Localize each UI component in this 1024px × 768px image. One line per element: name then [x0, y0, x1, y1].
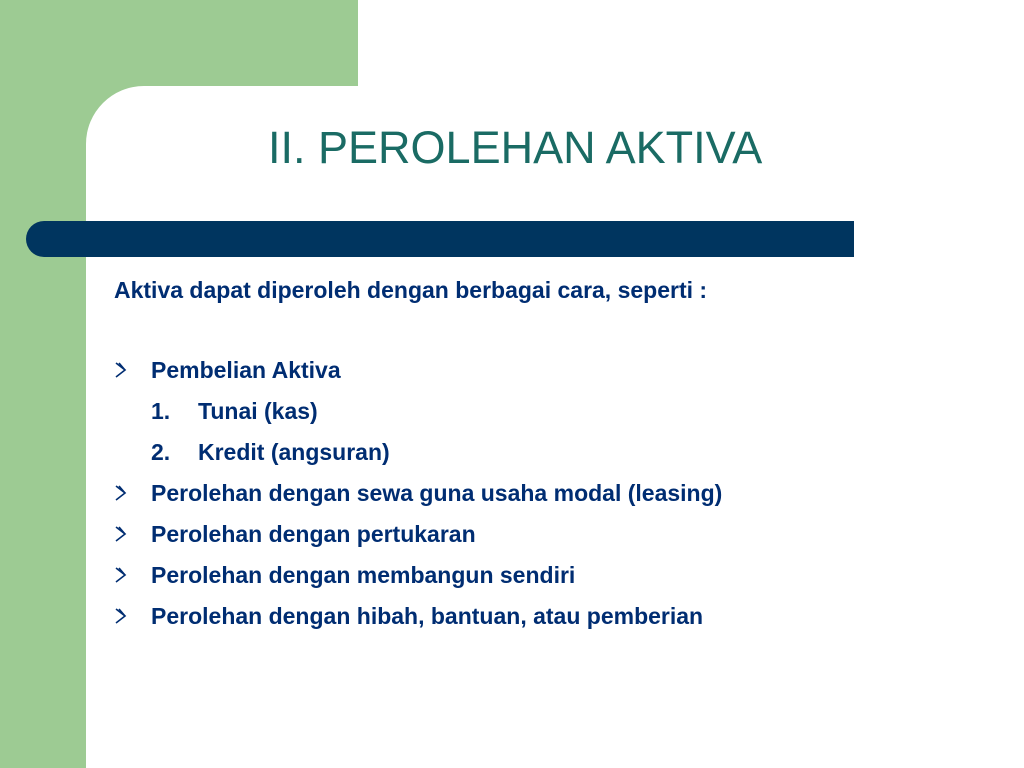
arrow-bullet-icon [114, 526, 128, 542]
list-item [114, 395, 722, 436]
list-item [114, 354, 722, 395]
arrow-bullet-icon [114, 608, 128, 624]
list-item [114, 518, 722, 559]
list-item [114, 436, 722, 477]
list-item [114, 600, 722, 641]
list-item-text: Perolehan dengan membangun sendiri [151, 562, 576, 588]
intro-text: Aktiva dapat diperoleh dengan berbagai cara, seperti : [114, 277, 708, 303]
arrow-bullet-icon [114, 485, 128, 501]
list-item-number: 1. [151, 398, 171, 424]
slide-title: II. PEROLEHAN AKTIVA [268, 122, 763, 173]
list-item-text: Kredit (angsuran) [198, 439, 390, 465]
title-bar [26, 221, 854, 257]
bullet-list [114, 354, 722, 641]
list-item-text: Perolehan dengan hibah, bantuan, atau pemberian [151, 603, 704, 629]
list-item-number: 2. [151, 439, 171, 465]
list-item-text: Pembelian Aktiva [151, 357, 341, 383]
list-item [114, 477, 722, 518]
list-item-text: Tunai (kas) [198, 398, 318, 424]
list-item-text: Perolehan dengan pertukaran [151, 521, 476, 547]
arrow-bullet-icon [114, 362, 128, 378]
list-item [114, 559, 722, 600]
list-item-text: Perolehan dengan sewa guna usaha modal (leasing) [151, 480, 723, 506]
arrow-bullet-icon [114, 567, 128, 583]
slide-content [114, 274, 722, 641]
